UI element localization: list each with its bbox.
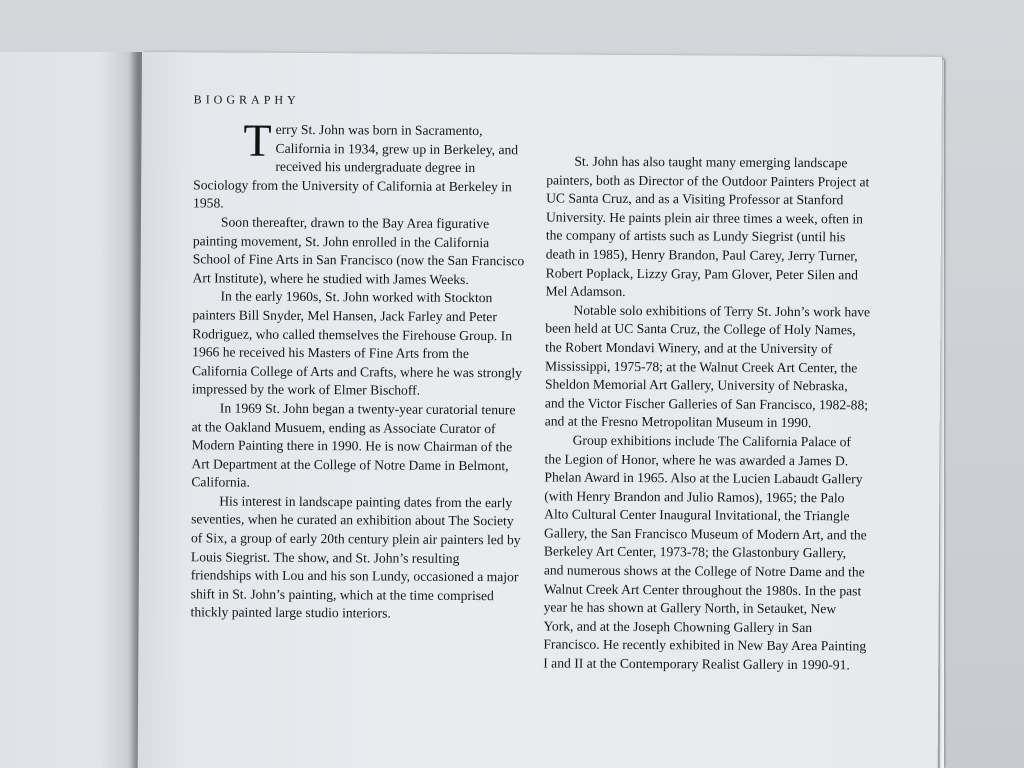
left-page: [0, 52, 142, 768]
left-column: [190, 114, 526, 624]
paragraph: In the early 1960s, St. John worked with Stockton painters Bill Snyder, Mel Hansen, Jack Farley and Peter Rodriguez, who called themselves the Firehouse Group. In 1966 he received his Masters of Fine Arts from the California College of Arts and Crafts, where he was strongly impressed by the work of Elmer Bischoff.: [191, 288, 523, 399]
right-column: [543, 152, 871, 675]
drop-cap: T: [243, 114, 272, 166]
paragraph: Notable solo exhibitions of Terry St. John’s work have been held at UC Santa Cruz, the College of Holy Names, the Robert Mondavi Winery, and at the University of Mississippi, 1975-78; at the Walnut Creek Art Center, the Sheldon Memorial Art Gallery, University of Nebraska, and the Victor Fischer Galleries of San Francisco, 1982-88; and at the Fresno Metropolitan Museum in 1990.: [544, 302, 871, 431]
section-heading: BIOGRAPHY: [193, 92, 300, 107]
paragraph: Soon thereafter, drawn to the Bay Area figurative painting movement, St. John enrolled in the California School of Fine Arts in San Francisco (now the San Francisco Art Institute), where he studied with James Weeks.: [192, 214, 525, 287]
paragraph: His interest in landscape painting dates from the early seventies, when he curated an exhibition about The Society of Six, a group of early 20th century plein air painters led by Louis Siegrist. The show, and St. John’s resulting friendships with Lou and his son Lundy, occasioned a major shift in St. John’s painting, which at the time comprised thickly painted large studio interiors.: [190, 493, 521, 621]
first-paragraph-text: erry St. John was born in Sacramento, California in 1934, grew up in Berkeley, and received his undergraduate degree in Sociology from the University of California at Berkeley in 1958.: [193, 121, 519, 211]
right-page: [138, 52, 942, 768]
paragraph: Group exhibitions include The California Palace of the Legion of Honor, where he was awarded a James D. Phelan Award in 1965. Also at the Lucien Labaudt Gallery (with Henry Brandon and Julio Ramos), 1965; the Palo Alto Cultural Center Inaugural Invitational, the Triangle Gallery, the San Francisco Museum of Modern Art, and the Berkeley Art Center, 1973-78; the Glastonbury Gallery, and numerous shows at the College of Notre Dame and the Walnut Creek Art Center throughout the 1980s. In the past year he has shown at Gallery North, in Setauket, New York, and at the Joseph Chowning Gallery in San Francisco. He recently exhibited in New Bay Area Painting I and II at the Contemporary Realist Gallery in 1990-91.: [543, 432, 867, 673]
paragraph: St. John has also taught many emerging landscape painters, both as Director of the Outdoor Painters Project at UC Santa Cruz, and as a Visiting Professor at Stanford University. He paints plein air three times a week, often in the company of artists such as Lundy Siegrist (until his death in 1985), Henry Brandon, Paul Carey, Jerry Turner, Robert Poplack, Lizzy Gray, Pam Glover, Peter Silen and Mel Adamson.: [545, 153, 870, 300]
paragraph: In 1969 St. John began a twenty-year curatorial tenure at the Oakland Musuem, ending as Associate Curator of Modern Painting there in 1990. He is now Chairman of the Art Department at the College of Notre Dame in Belmont, California.: [191, 400, 516, 490]
first-paragraph: [193, 114, 526, 215]
